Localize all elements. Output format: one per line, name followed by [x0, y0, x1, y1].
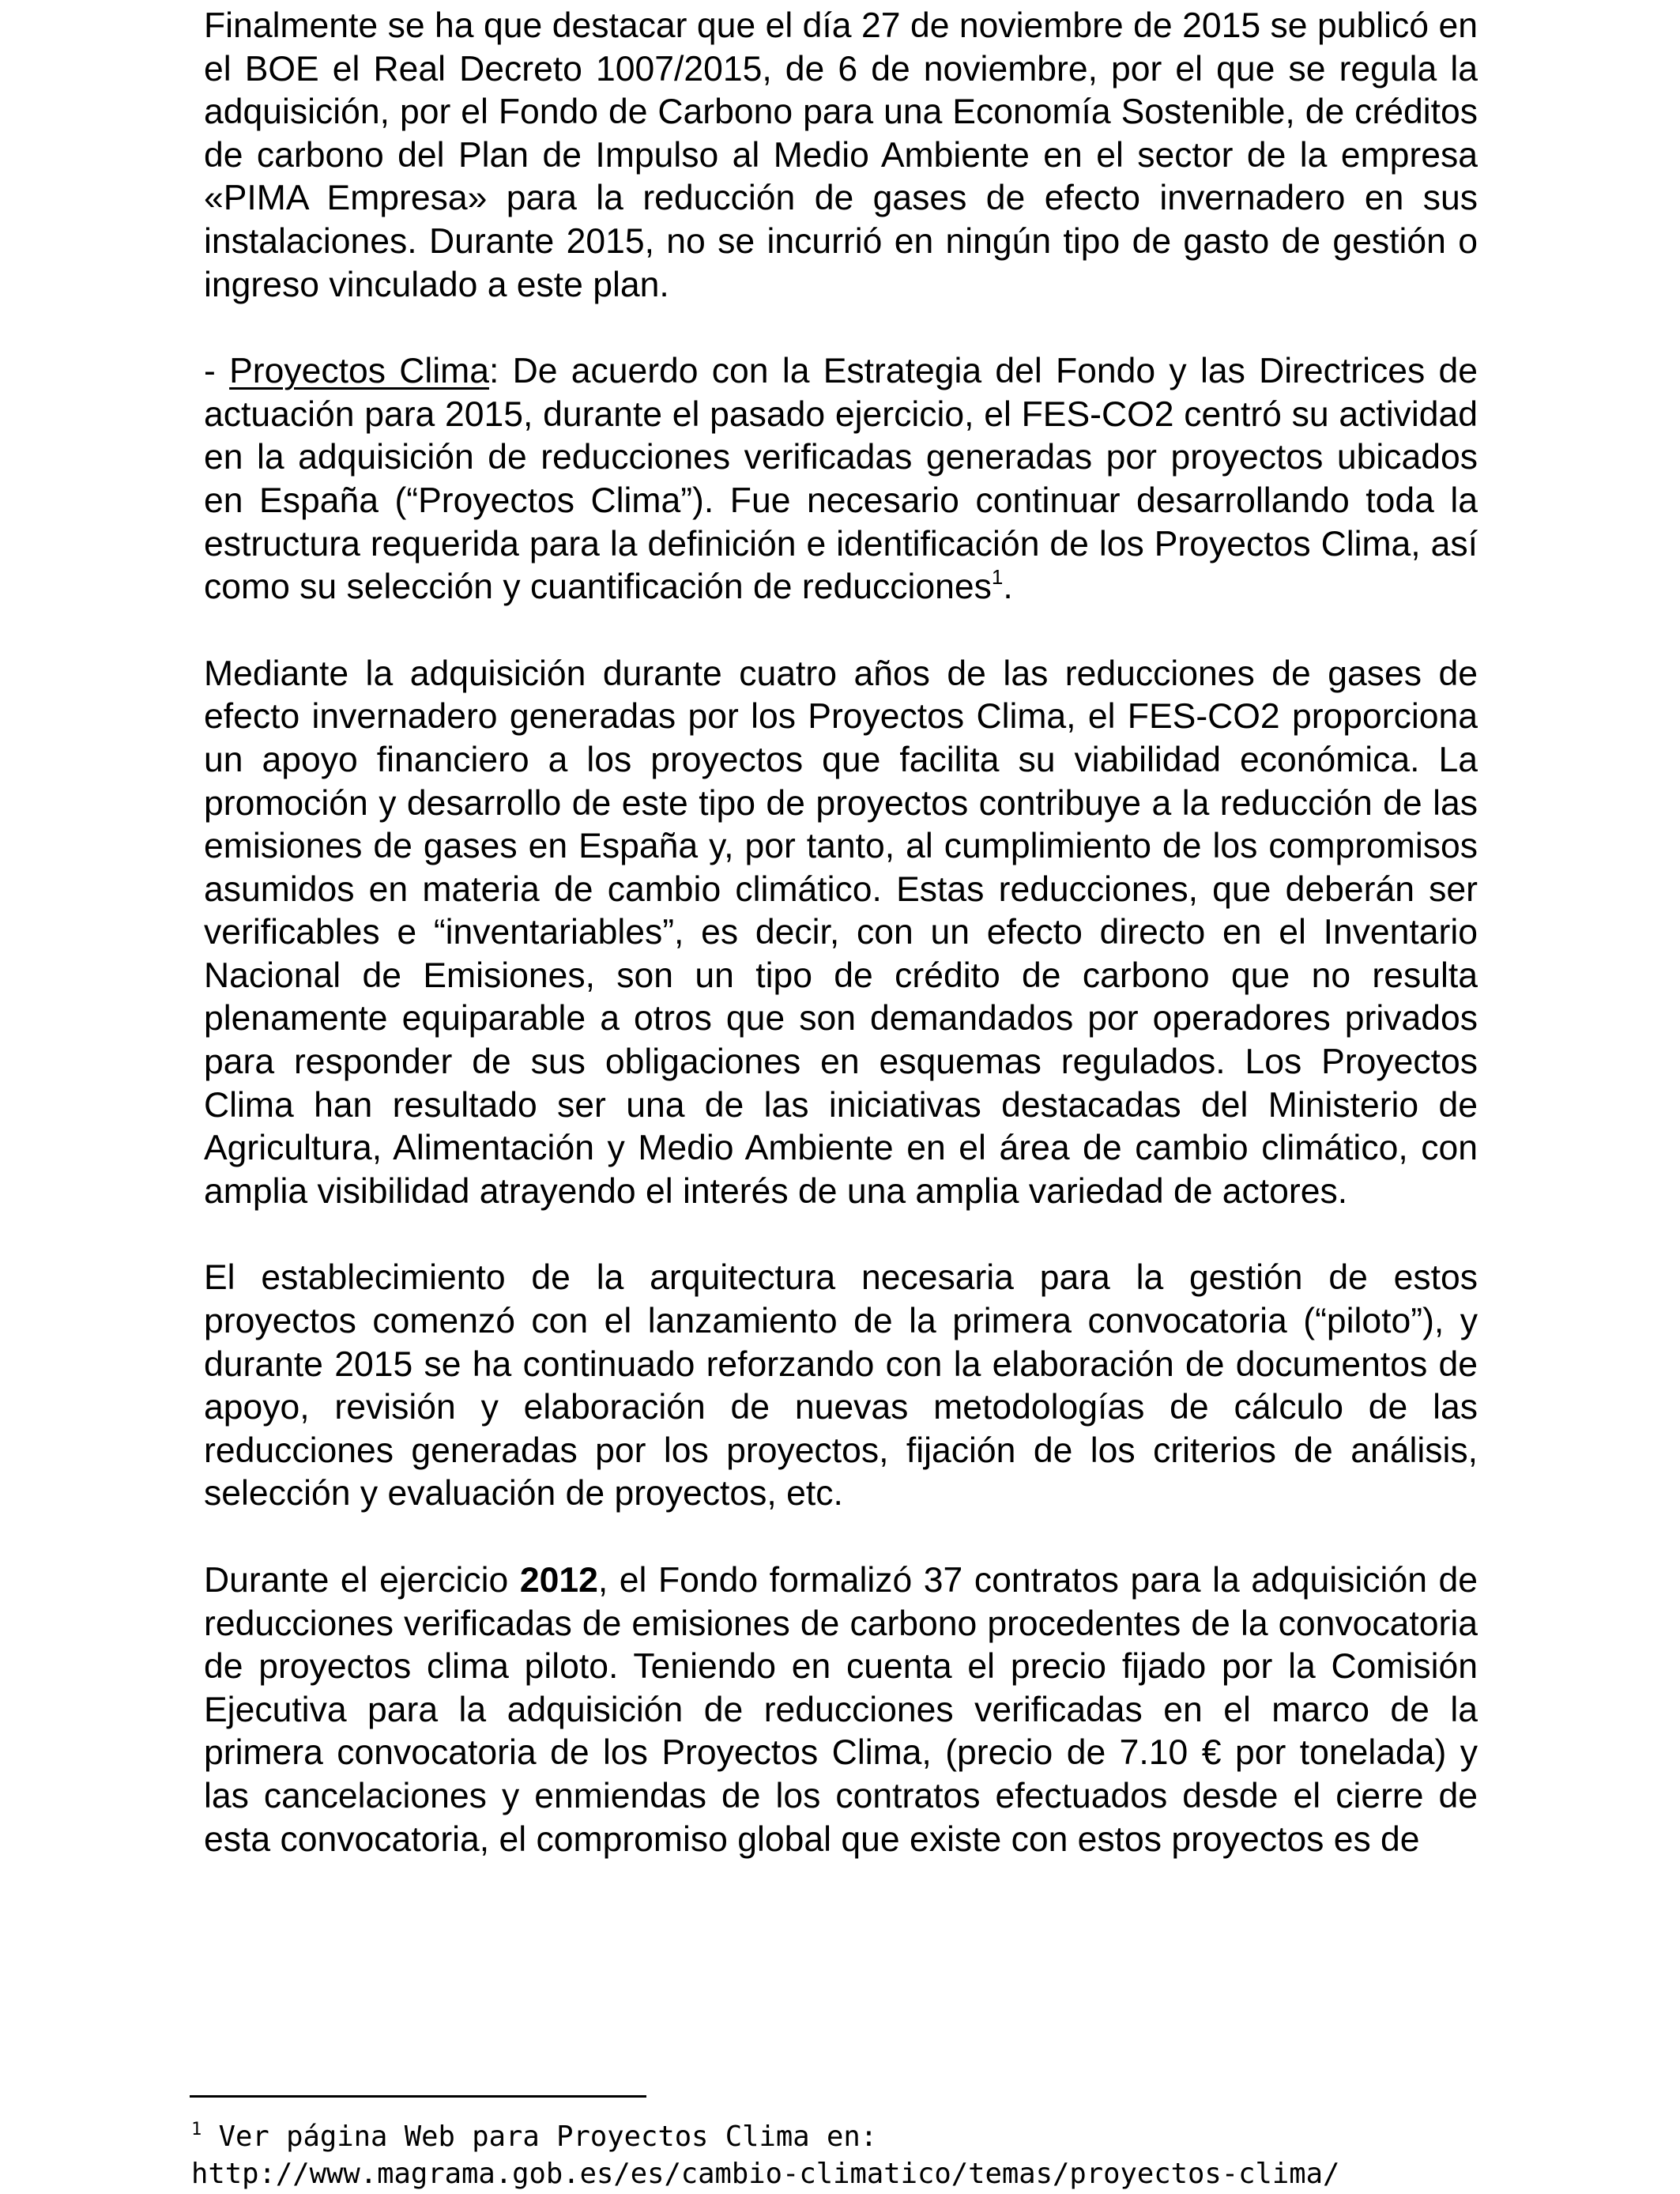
footnote-url-link[interactable]: http://www.magrama.gob.es/es/cambio-climatico/temas/proyectos-clima/ — [191, 2158, 1340, 2190]
paragraph-contracts-2012 — [204, 1559, 1478, 1861]
list-dash: - — [204, 352, 230, 391]
footnote-line-1 — [191, 2118, 1614, 2155]
paragraph-proyectos-clima-text: : De acuerdo con la Estrategia del Fondo y las Directrices de actuación para 2015, durante el pasado ejercicio, el FES-CO2 centró su actividad en la adquisición de reducciones verificadas generadas por proyectos ubicados en España (“Proyectos Clima”). Fue necesario continuar desarrollando toda la estructura requerida para la definición e identificación de los Proyectos Clima, así como su selección y cuantificación de reducciones — [204, 352, 1478, 607]
year-2012-bold: 2012 — [519, 1561, 598, 1600]
paragraph-financial-support: Mediante la adquisición durante cuatro años de las reducciones de gases de efecto invernadero generadas por los Proyectos Clima, el FES-CO2 proporciona un apoyo financiero a los proyectos que facilita su viabilidad económica. La promoción y desarrollo de este tipo de proyectos contribuye a la reducción de las emisiones de gases en España y, por tanto, al cumplimiento de los compromisos asumidos en materia de cambio climático. Estas reducciones, que deberán ser verificables e “inventariables”, es decir, con un efecto directo en el Inventario Nacional de Emisiones, son un tipo de crédito de carbono que no resulta plenamente equiparable a otros que son demandados por operadores privados para responder de sus obligaciones en esquemas regulados. Los Proyectos Clima han resultado ser una de las iniciativas destacadas del Ministerio de Agricultura, Alimentación y Medio Ambiente en el área de cambio climático, con amplia visibilidad atrayendo el interés de una amplia variedad de actores. — [204, 654, 1478, 1211]
footnote — [191, 2118, 1614, 2192]
paragraph-contracts-rest: , el Fondo formalizó 37 contratos para la adquisición de reducciones verificadas de emisiones de carbono procedentes de la convocatoria de proyectos clima piloto. Teniendo en cuenta el precio fijado por la Comisión Ejecutiva para la adquisición de reducciones verificadas en el marco de la primera convocatoria de los Proyectos Clima, (precio de 7.10 € por tonelada) y las cancelaciones y enmiendas de los contratos efectuados desde el cierre de esta convocatoria, el compromiso global que existe con estos proyectos es de — [204, 1561, 1478, 1859]
paragraph-pima-empresa: Finalmente se ha que destacar que el día 27 de noviembre de 2015 se publicó en el BOE el Real Decreto 1007/2015, de 6 de noviembre, por el que se regula la adquisición, por el Fondo de Carbono para una Economía Sostenible, de créditos de carbono del Plan de Impulso al Medio Ambiente en el sector de la empresa «PIMA Empresa» para la reducción de gases de efecto invernadero en sus instalaciones. Durante 2015, no se incurrió en ningún tipo de gasto de gestión o ingreso vinculado a este plan. — [204, 6, 1478, 304]
footnote-reference[interactable]: 1 — [991, 565, 1004, 590]
footnote-text: Ver página Web para Proyectos Clima en: — [202, 2120, 878, 2153]
paragraph-contracts-start: Durante el ejercicio — [204, 1561, 520, 1600]
paragraph-end-period: . — [1003, 567, 1013, 607]
section-heading-proyectos-clima: Proyectos Clima — [229, 352, 489, 391]
document-body — [204, 5, 1478, 1861]
footnote-separator — [190, 2095, 646, 2098]
footnote-number: 1 — [191, 2120, 202, 2139]
paragraph-architecture: El establecimiento de la arquitectura necesaria para la gestión de estos proyectos comenzó con el lanzamiento de la primera convocatoria (“piloto”), y durante 2015 se ha continuado reforzando con la elaboración de documentos de apoyo, revisión y elaboración de nuevas metodologías de cálculo de las reducciones generadas por los proyectos, fijación de los criterios de análisis, selección y evaluación de proyectos, etc. — [204, 1258, 1478, 1514]
paragraph-proyectos-clima — [204, 350, 1478, 609]
